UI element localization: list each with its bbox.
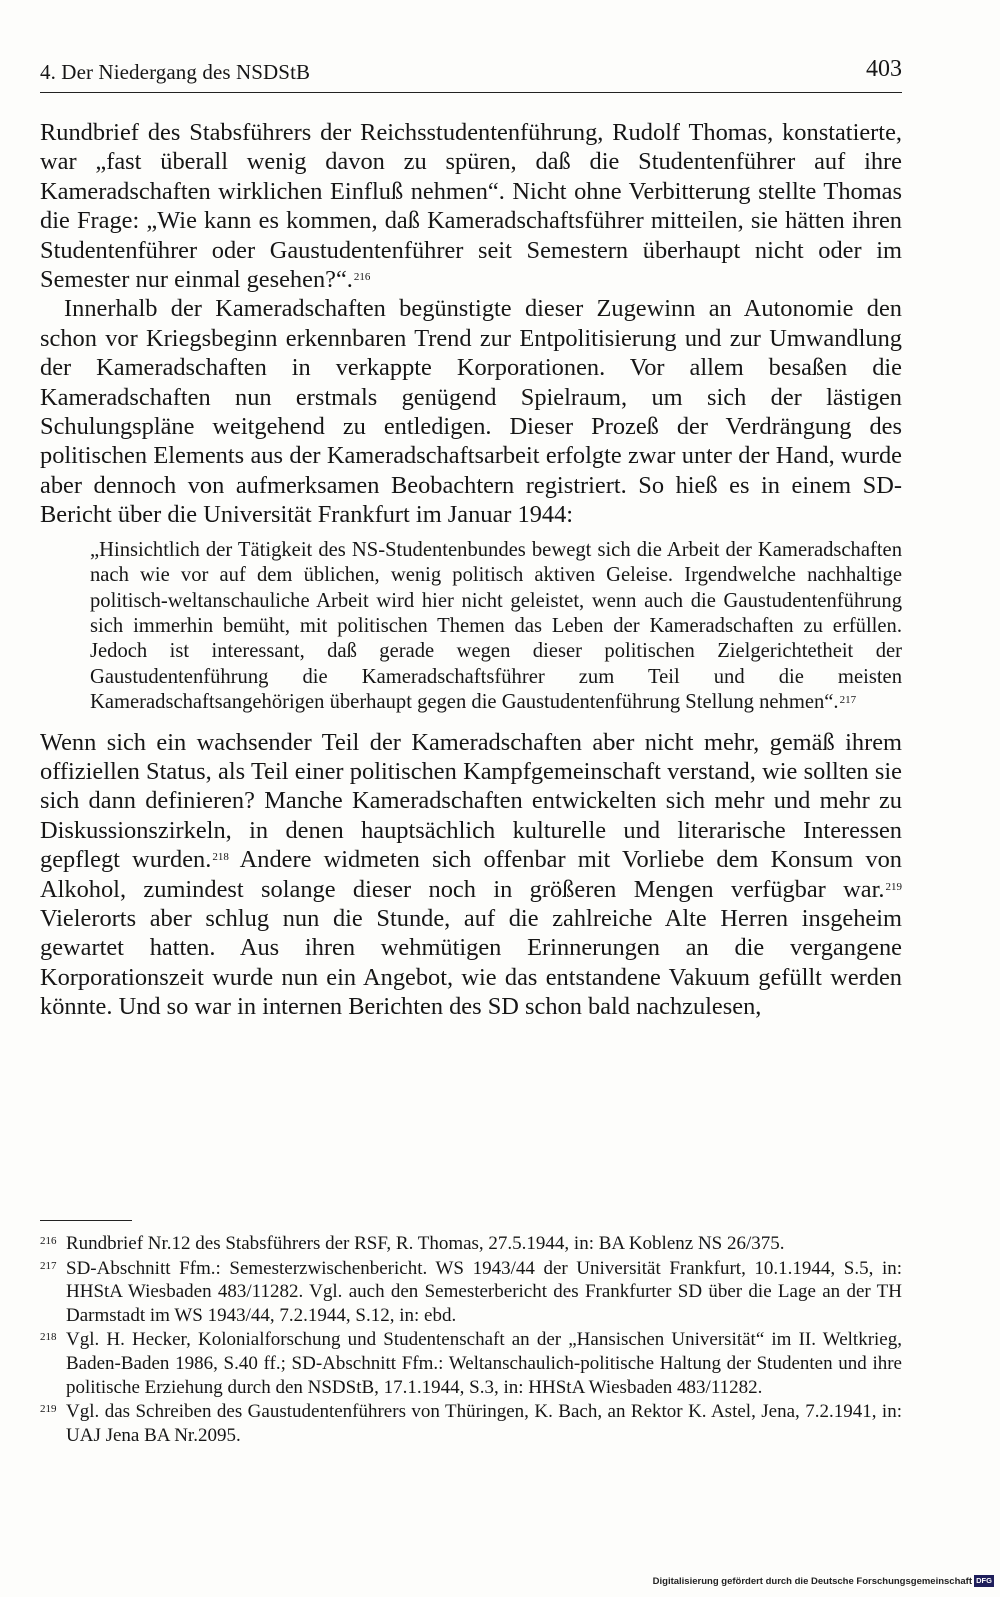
paragraph-1: [40, 118, 902, 294]
footnote-number: 216: [40, 1235, 57, 1247]
footnotes: [40, 1232, 902, 1448]
footnote-text: Rundbrief Nr.12 des Stabsführers der RSF, R. Thomas, 27.5.1944, in: BA Koblenz NS 26/375.: [66, 1233, 785, 1254]
footnote-number: 218: [40, 1331, 57, 1344]
footnote-text: Vgl. das Schreiben des Gaustudentenführers von Thüringen, K. Bach, an Rektor K. Astel, Jena, 7.2.1941, in: UAJ Jena BA Nr.2095.: [66, 1401, 902, 1446]
dfg-logo-icon: DFG: [974, 1575, 994, 1587]
footnote-number: 217: [40, 1259, 57, 1272]
footnote-text: Vgl. H. Hecker, Kolonialforschung und Studentenschaft an der „Hansischen Universität“ im II. Weltkrieg, Baden-Baden 1986, S.40 ff.; SD-Abschnitt Ffm.: Weltanschaulich-politische Haltung der Studenten und ihre politische Erziehung durch den NSDStB, 17.1.1944, S.3, in: HHStA Wiesbaden 483/11282.: [66, 1329, 902, 1398]
footnote-number: 219: [40, 1403, 57, 1416]
page-header: [40, 56, 902, 93]
paragraph-2-text: Innerhalb der Kameradschaften begünstigte dieser Zugewinn an Autonomie den schon vor Kriegsbeginn erkennbaren Trend zur Entpolitisierung und zur Umwandlung der Kameradschaften in verkappte Korporationen. Vor allem besaßen die Kameradschaften nun erstmals genügend Spielraum, um sich der lästigen Schulungspläne weitgehend zu entledigen. Dieser Prozeß der Verdrängung des politischen Elements aus der Kameradschaftsarbeit erfolgte zwar unter der Hand, wurde aber dennoch von aufmerksamen Beobachtern registriert. So hieß es in einem SD-Bericht über die Universität Frankfurt im Januar 1944:: [40, 295, 902, 529]
footnote: [40, 1257, 902, 1328]
paragraph-3-text-b: Andere widmeten sich offenbar mit Vorliebe dem Konsum von Alkohol, zumindest solange dieser noch in größeren Mengen verfügbar war.: [40, 846, 902, 903]
paragraph-3-text-c: Vielerorts aber schlug nun die Stunde, auf die zahlreiche Alte Herren insgeheim gewartet hatten. Aus ihren wehmütigen Erinnerungen an die vergangene Korporationszeit wurde nun ein Angebot, wie das entstandene Vakuum gefüllt werden könnte. Und so war in internen Berichten des SD schon bald nachzulesen,: [40, 904, 902, 1021]
footnote: [40, 1400, 902, 1447]
running-head: 4. Der Niedergang des NSDStB: [40, 60, 311, 84]
digitization-credit: Digitalisierung gefördert durch die Deutsche Forschungsgemeinschaft: [652, 1576, 972, 1587]
page-number: 403: [866, 56, 902, 82]
paragraph-2: [40, 294, 902, 529]
paragraph-1-text: Rundbrief des Stabsführers der Reichsstudentenführung, Rudolf Thomas, konstatierte, war „fast überall wenig davon zu spüren, daß die Studentenführer auf ihre Kameradschaften wirklichen Einfluß nehmen“. Nicht ohne Verbitterung stellte Thomas die Frage: „Wie kann es kommen, daß Kameradschaftsführer mitteilen, sie hätten ihren Studentenführer oder Gaustudentenführer seit Semestern überhaupt nicht oder im Semester nur einmal gesehen?“.: [40, 119, 902, 294]
footnote-ref-216: 216: [353, 271, 371, 284]
footnote: [40, 1328, 902, 1399]
paragraph-3-text-a: Wenn sich ein wachsender Teil der Kameradschaften aber nicht mehr, gemäß ihrem offiziellen Status, als Teil einer politischen Kampfgemeinschaft verstand, wie sollten sie sich dann definieren? Manche Kameradschaften entwickelten sich mehr und mehr zu Diskussionszirkeln, in denen hauptsächlich kulturelle und literarische Interessen gepflegt wurden.: [40, 728, 902, 874]
footnote-ref-218: 218: [212, 851, 229, 864]
body-text: [40, 118, 902, 1022]
block-quote-text: „Hinsichtlich der Tätigkeit des NS-Studentenbundes bewegt sich die Arbeit der Kameradschaften nach wie vor auf dem üblichen, wenig politisch aktiven Geleise. Irgendwelche nachhaltige politisch-weltanschauliche Arbeit wird hier nicht geleistet, wenn auch die Gaustudentenführung sich immerhin bemüht, mit politischen Themen das Leben der Kameradschaften zu erfüllen. Jedoch ist interessant, daß gerade wegen dieser politischen Zielgerichtetheit der Gaustudentenführung die Kameradschaftsführer zum Teil und die meisten Kameradschaftsangehörigen überhaupt gegen die Gaustudentenführung Stellung nehmen“.: [90, 538, 902, 714]
block-quote: [90, 538, 902, 716]
footnote-text: SD-Abschnitt Ffm.: Semesterzwischenbericht. WS 1943/44 der Universität Frankfurt, 10.1.1944, S.5, in: HHStA Wiesbaden 483/11282. Vgl. auch den Semesterbericht des Frankfurter SD über die Lage an der TH Darmstadt im WS 1943/44, 7.2.1944, S.12, in: ebd.: [66, 1257, 902, 1326]
paragraph-3: [40, 728, 902, 1022]
footnote: [40, 1232, 902, 1256]
footnote-ref-217: 217: [839, 694, 857, 707]
footnote-divider: [40, 1220, 132, 1221]
footnote-ref-219: 219: [885, 880, 902, 893]
